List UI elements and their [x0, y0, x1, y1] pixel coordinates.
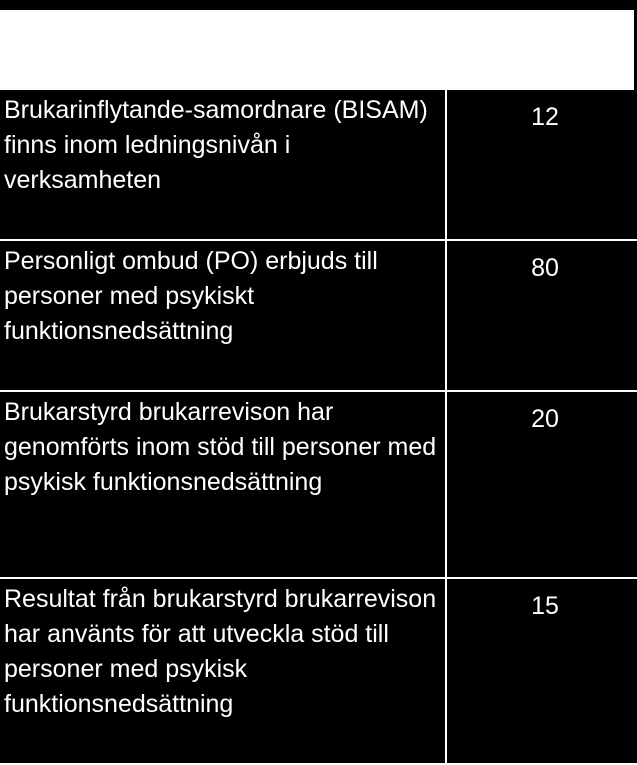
row-value: 12: [446, 90, 637, 240]
table-row: [0, 90, 637, 240]
row-description: Brukarinflytande-samordnare (BISAM) finns inom ledningsnivån i verksamheten: [0, 90, 446, 240]
table-row: [0, 240, 637, 391]
row-description: Resultat från brukarstyrd brukarrevison har använts för att utveckla stöd till personer med psykisk funktionsnedsättning: [0, 578, 446, 764]
row-description: Brukarstyrd brukarrevison har genomförts inom stöd till personer med psykisk funktionsnedsättning: [0, 391, 446, 578]
table-row: [0, 391, 637, 578]
row-value: 20: [446, 391, 637, 578]
row-value: 15: [446, 578, 637, 764]
table-row: [0, 578, 637, 764]
indicator-table: [0, 90, 637, 765]
row-description: Personligt ombud (PO) erbjuds till personer med psykiskt funktionsnedsättning: [0, 240, 446, 391]
row-value: 80: [446, 240, 637, 391]
table-header-band: [0, 10, 637, 90]
